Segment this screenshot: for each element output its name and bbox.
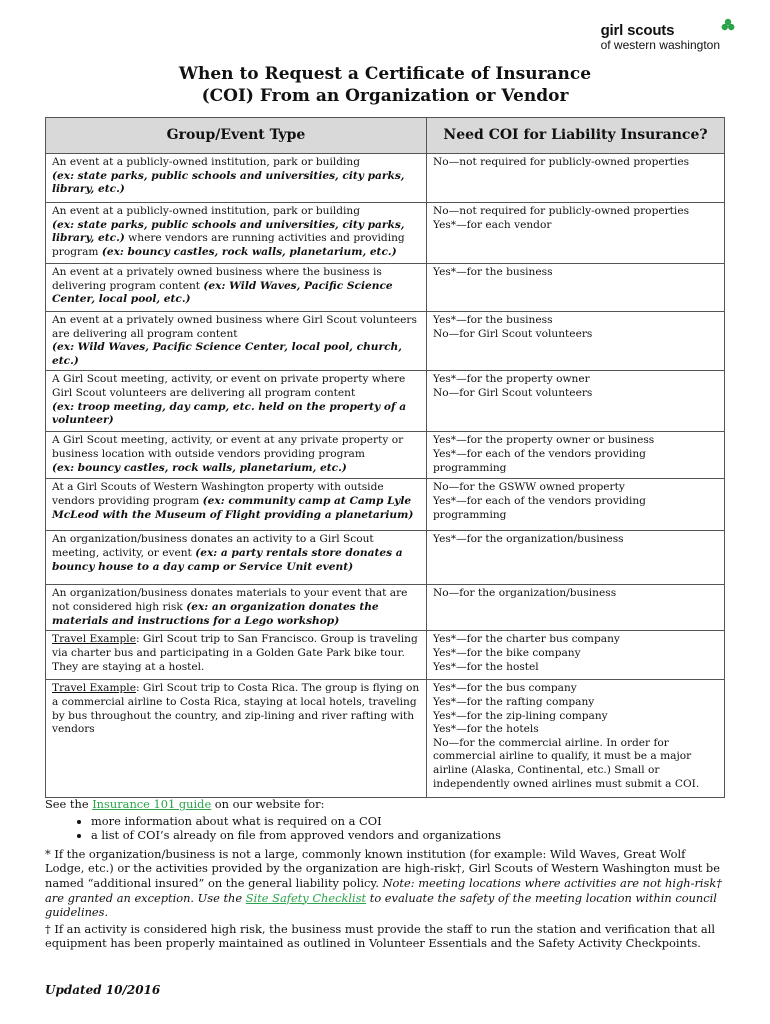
title-line1: When to Request a Certificate of Insurance xyxy=(178,64,592,84)
footer-notes xyxy=(45,797,725,951)
table-row xyxy=(46,154,725,203)
guide-bullet-list xyxy=(45,814,725,843)
trefoil-icon xyxy=(721,18,735,32)
need-coi-cell: Yes*—for the business No—for Girl Scout volunteers xyxy=(427,312,725,371)
girl-scouts-logo xyxy=(601,22,720,52)
event-type-cell: Travel Example: Girl Scout trip to Costa Rica. The group is flying on a commercial airline to Costa Rica, staying at local hotels, traveling by bus throughout the country, and zip-lining and river rafting with vendors xyxy=(46,680,427,798)
title-line2: (COI) From an Organization or Vendor xyxy=(201,86,569,106)
table-row xyxy=(46,479,725,531)
event-type-cell: An organization/business donates materials to your event that are not considered high risk (ex: an organization donates the materials and instructions for a Lego workshop) xyxy=(46,585,427,631)
site-safety-checklist-link[interactable]: Site Safety Checklist xyxy=(245,890,367,905)
table-row xyxy=(46,312,725,371)
need-coi-cell: No—not required for publicly-owned properties xyxy=(427,154,725,203)
table-row xyxy=(46,585,725,631)
table-row xyxy=(46,531,725,585)
need-coi-cell: Yes*—for the property owner No—for Girl Scout volunteers xyxy=(427,371,725,432)
table-row xyxy=(46,432,725,479)
event-type-cell: Travel Example: Girl Scout trip to San Francisco. Group is traveling via charter bus and participating in a Golden Gate Park bike tour. They are staying at a hostel. xyxy=(46,631,427,680)
header-group-event-type: Group/Event Type xyxy=(46,118,427,154)
header-need-coi: Need COI for Liability Insurance? xyxy=(427,118,725,154)
event-type-cell: At a Girl Scouts of Western Washington property with outside vendors providing program (ex: community camp at Camp Lyle McLeod with the Museum of Flight providing a planetarium) xyxy=(46,479,427,531)
need-coi-cell: Yes*—for the organization/business xyxy=(427,531,725,585)
logo-line2: of western washington xyxy=(600,38,720,52)
coi-table xyxy=(45,117,725,798)
table-row xyxy=(46,680,725,798)
footnote-dagger: † If an activity is considered high risk, the business must provide the staff to run the station and verification that all equipment has been properly maintained as outlined in Volunteer Essentials and the Safety Activity Checkpoints. xyxy=(45,921,716,951)
event-type-cell: A Girl Scout meeting, activity, or event on private property where Girl Scout volunteers are delivering all program content (ex: troop meeting, day camp, etc. held on the property of a volunteer) xyxy=(46,371,427,432)
need-coi-cell: No—for the GSWW owned property Yes*—for each of the vendors providing programming xyxy=(427,479,725,531)
table-row xyxy=(46,371,725,432)
event-type-cell: An organization/business donates an activity to a Girl Scout meeting, activity, or event (ex: a party rentals store donates a bouncy house to a day camp or Service Unit event) xyxy=(46,531,427,585)
logo-line1: girl scouts xyxy=(600,22,675,39)
event-type-cell: A Girl Scout meeting, activity, or event at any private property or business location with outside vendors providing program (ex: bouncy castles, rock walls, planetarium, etc.) xyxy=(46,432,427,479)
need-coi-cell: Yes*—for the business xyxy=(427,264,725,312)
need-coi-cell: No—for the organization/business xyxy=(427,585,725,631)
need-coi-cell: Yes*—for the charter bus company Yes*—for the bike company Yes*—for the hostel xyxy=(427,631,725,680)
table-row xyxy=(46,631,725,680)
table-row xyxy=(46,264,725,312)
table-header-row xyxy=(46,118,725,154)
event-type-cell: An event at a privately owned business where Girl Scout volunteers are delivering all program content (ex: Wild Waves, Pacific Science Center, local pool, church, etc.) xyxy=(46,312,427,371)
need-coi-cell: Yes*—for the bus company Yes*—for the rafting company Yes*—for the zip-lining company Yes*—for the hotels No—for the commercial airline. In order for commercial airline to qualify, it must be a major airline (Alaska, Continental, etc.) Small or independently owned airlines must submit a COI. xyxy=(427,680,725,798)
event-type-cell: An event at a privately owned business where the business is delivering program content (ex: Wild Waves, Pacific Science Center, local pool, etc.) xyxy=(46,264,427,312)
need-coi-cell: Yes*—for the property owner or business Yes*—for each of the vendors providing programming xyxy=(427,432,725,479)
event-type-cell: An event at a publicly-owned institution, park or building (ex: state parks, public schools and universities, city parks, library, etc.) xyxy=(46,154,427,203)
need-coi-cell: No—not required for publicly-owned properties Yes*—for each vendor xyxy=(427,203,725,264)
event-type-cell: An event at a publicly-owned institution, park or building (ex: state parks, public schools and universities, city parks, library, etc.) where vendors are running activities and providing program (ex: bouncy castles, rock walls, planetarium, etc.) xyxy=(46,203,427,264)
insurance-101-link[interactable]: Insurance 101 guide xyxy=(92,797,212,811)
list-item: • a list of COI’s already on file from approved vendors and organizations xyxy=(91,828,725,843)
table-row xyxy=(46,203,725,264)
see-guide-line: See the Insurance 101 guide on our website for: xyxy=(45,797,325,811)
footnote-asterisk: * If the organization/business is not a large, commonly known institution (for example: Wild Waves, Great Wolf Lodge, etc.) or the activities provided by the organization are high-risk†, Girl Scouts of Western Washington must be named “additional insured” on the general liability policy. Note: meeting locations where activities are not high-risk† are granted an exception. Use the Site Safety Checklist to evaluate the safety of the meeting location within council guidelines. xyxy=(45,846,723,920)
updated-date: Updated 10/2016 xyxy=(45,983,161,997)
page-title xyxy=(0,63,770,107)
list-item: • more information about what is required on a COI xyxy=(91,814,725,829)
